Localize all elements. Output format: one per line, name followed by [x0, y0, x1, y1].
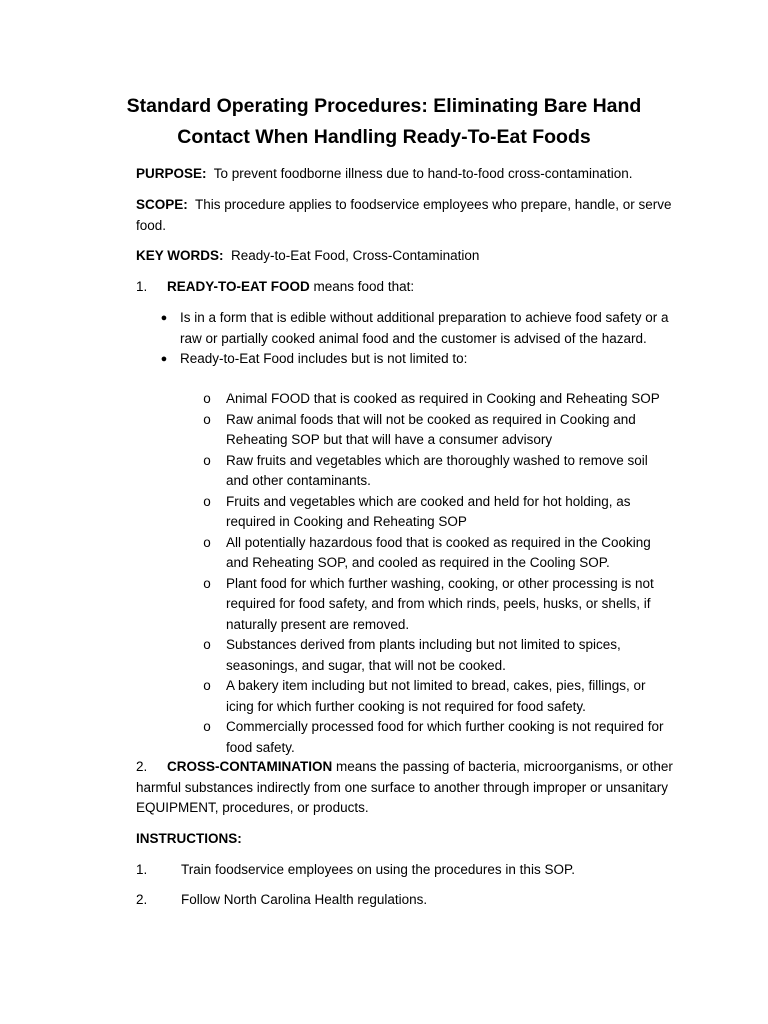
sub-bullet-text: Plant food for which further washing, cooking, or other processing is not required for food safety, and from which rinds, peels, husks, or shells, if naturally present are removed.: [226, 575, 654, 632]
purpose-paragraph: [136, 164, 681, 185]
definition-number: 1.: [136, 279, 148, 294]
definition-rest: means the passing of bacteria, microorganisms, or other harmful substances indirectly from one surface to another through improper or unsanitary EQUIPMENT, procedures, or products.: [136, 759, 673, 815]
instruction-number: 2.: [136, 892, 148, 907]
sub-bullet-item: [202, 574, 672, 636]
definition-number: 2.: [136, 759, 148, 774]
instructions-heading: [136, 829, 681, 850]
sub-bullet-item: [202, 410, 672, 451]
sub-bullet-text: Fruits and vegetables which are cooked and held for hot holding, as required in Cooking and Reheating SOP: [226, 493, 631, 529]
title-line-2: Contact When Handling Ready-To-Eat Foods: [177, 126, 591, 148]
sub-bullet-item: [202, 635, 672, 676]
instruction-text: Train foodservice employees on using the procedures in this SOP.: [181, 862, 575, 877]
instruction-text: Follow North Carolina Health regulations.: [181, 892, 428, 907]
sub-bullet-marker: o: [203, 493, 211, 509]
sub-bullet-text: Substances derived from plants including but not limited to spices, seasonings, and sugar, that will not be cooked.: [226, 637, 621, 673]
sub-bullet-marker: o: [203, 678, 211, 693]
sub-bullet-item: [202, 451, 672, 492]
bullet-marker: ●: [160, 312, 168, 324]
bullet-text: Is in a form that is edible without additional preparation to achieve food safety or a raw or partially cooked animal food and the customer is advised of the hazard.: [180, 310, 669, 346]
sub-bullet-item: [202, 533, 672, 574]
sub-bullet-marker: o: [203, 575, 211, 591]
scope-paragraph: [136, 195, 681, 236]
bullet-item: [157, 349, 677, 370]
sub-bullet-text: Raw fruits and vegetables which are thoroughly washed to remove soil and other contaminants.: [226, 452, 648, 488]
sub-bullet-marker: o: [203, 391, 211, 406]
sub-bullet-item: [202, 492, 672, 533]
instruction-number: 1.: [136, 862, 148, 877]
definition-term: READY-TO-EAT FOOD: [167, 279, 310, 294]
sub-bullet-marker: o: [203, 637, 211, 652]
bullet-list: [157, 308, 677, 370]
keywords-paragraph: [136, 246, 681, 267]
bullet-text: Ready-to-Eat Food includes but is not limited to:: [180, 351, 468, 366]
definition-term: CROSS-CONTAMINATION: [167, 759, 333, 774]
title-line-1: Standard Operating Procedures: Eliminating Bare Hand: [126, 95, 642, 117]
bullet-marker: ●: [160, 353, 168, 365]
sub-bullet-text: Commercially processed food for which further cooking is not required for food safety.: [226, 719, 664, 755]
scope-text: This procedure applies to foodservice employees who prepare, handle, or serve food.: [136, 197, 672, 233]
sub-bullet-text: A bakery item including but not limited to bread, cakes, pies, fillings, or icing for which further cooking is not required for food safety.: [226, 678, 646, 714]
sub-bullet-list: [202, 389, 672, 758]
sub-bullet-marker: o: [203, 719, 211, 734]
sub-bullet-item: [202, 717, 672, 758]
sub-bullet-marker: o: [203, 411, 211, 427]
purpose-label: PURPOSE:: [136, 166, 207, 181]
sub-bullet-marker: o: [203, 534, 211, 550]
sub-bullet-text: All potentially hazardous food that is cooked as required in the Cooking and Reheating SOP, and cooled as required in the Cooling SOP.: [226, 534, 651, 570]
keywords-label: KEY WORDS:: [136, 248, 224, 263]
scope-label: SCOPE:: [136, 197, 188, 212]
sub-bullet-text: Raw animal foods that will not be cooked as required in Cooking and Reheating SOP but that will have a consumer advisory: [226, 411, 636, 447]
definition-rest: means food that:: [309, 279, 415, 294]
keywords-text: Ready-to-Eat Food, Cross-Contamination: [231, 248, 480, 263]
definition-text: [167, 277, 681, 298]
document-title: [100, 91, 668, 153]
sub-bullet-text: Animal FOOD that is cooked as required in Cooking and Reheating SOP: [226, 391, 660, 406]
purpose-text: To prevent foodborne illness due to hand-to-food cross-contamination.: [213, 166, 633, 181]
definition-cross-contamination: [136, 757, 681, 819]
sub-bullet-item: [202, 676, 672, 717]
sub-bullet-marker: o: [203, 452, 211, 468]
instructions-label: INSTRUCTIONS:: [136, 831, 242, 846]
sub-bullet-item: [202, 389, 672, 410]
bullet-item: [157, 308, 677, 349]
